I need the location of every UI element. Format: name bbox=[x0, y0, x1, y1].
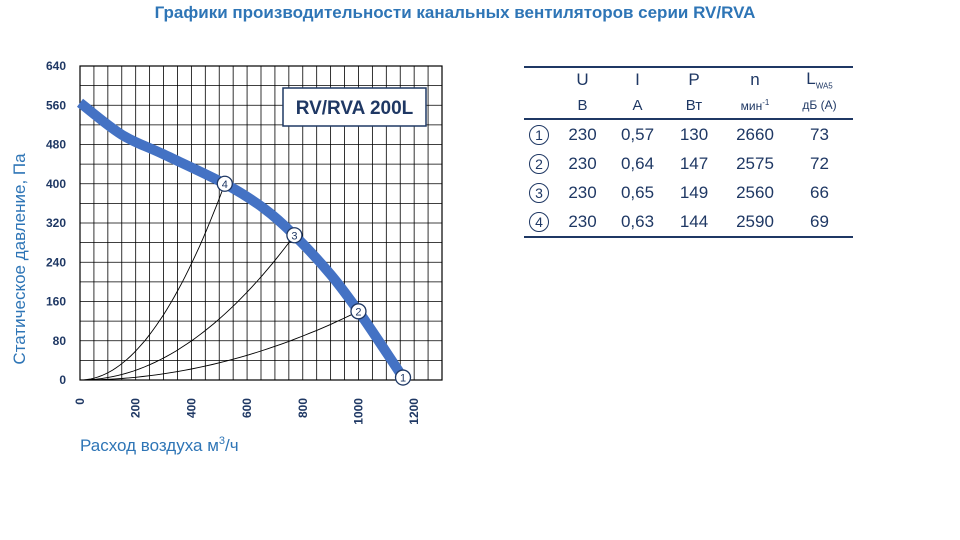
header-u: U bbox=[554, 67, 611, 92]
cell-u: 230 bbox=[554, 207, 611, 237]
cell-i: 0,63 bbox=[611, 207, 664, 237]
operating-point-label: 4 bbox=[221, 178, 228, 191]
y-tick-label: 240 bbox=[45, 255, 66, 270]
unit-l: дБ (А) bbox=[786, 92, 853, 119]
operating-point-label: 1 bbox=[399, 372, 407, 385]
page-title: Графики производительности канальных вентиляторов серии RV/RVA bbox=[154, 3, 756, 22]
y-tick-label: 160 bbox=[45, 294, 66, 309]
y-tick-label: 0 bbox=[59, 373, 66, 387]
cell-l: 72 bbox=[810, 153, 829, 173]
table-row bbox=[524, 119, 853, 149]
table-row bbox=[524, 178, 853, 207]
x-tick-label: 400 bbox=[184, 398, 199, 419]
fan-curve bbox=[80, 103, 403, 378]
operating-point-1 bbox=[396, 370, 411, 385]
unit-p: Вт bbox=[664, 92, 724, 119]
cell-l: 66 bbox=[810, 182, 829, 202]
y-axis-label: Статическое давление, Па bbox=[10, 153, 29, 365]
system-curve-3 bbox=[80, 235, 294, 380]
cell-p: 147 bbox=[679, 153, 709, 173]
header-n: n bbox=[724, 67, 786, 92]
operating-point-label: 3 bbox=[291, 230, 298, 243]
x-tick-label: 1000 bbox=[351, 398, 366, 425]
cell-n: 2575 bbox=[736, 153, 774, 173]
x-axis-label: Расход воздуха $м^3/ч$ bbox=[80, 435, 239, 455]
row-id: 4 bbox=[524, 207, 554, 237]
row-id: 3 bbox=[524, 178, 554, 207]
x-tick-label: 600 bbox=[240, 398, 255, 419]
header-l: $L_{WA5}$ bbox=[786, 67, 853, 92]
x-tick-label: 800 bbox=[295, 398, 310, 419]
cell-i: 0,65 bbox=[620, 182, 655, 202]
unit-blank bbox=[524, 92, 554, 119]
cell-i: 0,64 bbox=[620, 153, 655, 173]
header-blank bbox=[524, 67, 554, 92]
row-id: 2 bbox=[524, 149, 554, 178]
x-tick-label: 0 bbox=[73, 398, 87, 405]
x-tick-label: 1200 bbox=[407, 398, 422, 425]
table-row bbox=[524, 149, 853, 178]
cell-n: 2590 bbox=[724, 207, 786, 237]
cell-p: 149 bbox=[679, 182, 709, 202]
cell-l: 73 bbox=[810, 124, 829, 144]
spec-table bbox=[524, 66, 853, 238]
y-tick-label: 80 bbox=[52, 333, 66, 348]
operating-point-4 bbox=[217, 176, 232, 191]
row-id: 1 bbox=[524, 119, 554, 149]
y-tick-label: 320 bbox=[45, 216, 66, 230]
header-i: I bbox=[611, 67, 664, 92]
cell-u: 230 bbox=[568, 124, 597, 144]
cell-l: 69 bbox=[786, 207, 853, 237]
operating-point-2 bbox=[351, 304, 366, 319]
cell-p: 130 bbox=[679, 124, 709, 144]
cell-u: 230 bbox=[568, 153, 597, 173]
unit-i: А bbox=[611, 92, 664, 119]
y-tick-label: 400 bbox=[45, 176, 66, 191]
operating-point-3 bbox=[287, 228, 302, 243]
x-tick-label: 200 bbox=[128, 398, 143, 419]
unit-n: мин$^{-1}$ bbox=[724, 92, 786, 119]
cell-i: 0,57 bbox=[620, 124, 655, 144]
unit-u: В bbox=[554, 92, 611, 119]
cell-p: 144 bbox=[664, 207, 724, 237]
model-label: RV/RVA 200L bbox=[295, 98, 414, 119]
y-tick-label: 640 bbox=[45, 59, 66, 73]
table-row bbox=[524, 207, 853, 237]
y-tick-label: 480 bbox=[45, 137, 66, 152]
cell-n: 2560 bbox=[736, 182, 774, 202]
header-p: P bbox=[664, 67, 724, 92]
cell-n: 2660 bbox=[736, 124, 774, 144]
model-label-box bbox=[283, 88, 426, 126]
y-tick-label: 560 bbox=[45, 98, 66, 113]
operating-point-label: 2 bbox=[355, 306, 362, 319]
cell-u: 230 bbox=[568, 182, 597, 202]
